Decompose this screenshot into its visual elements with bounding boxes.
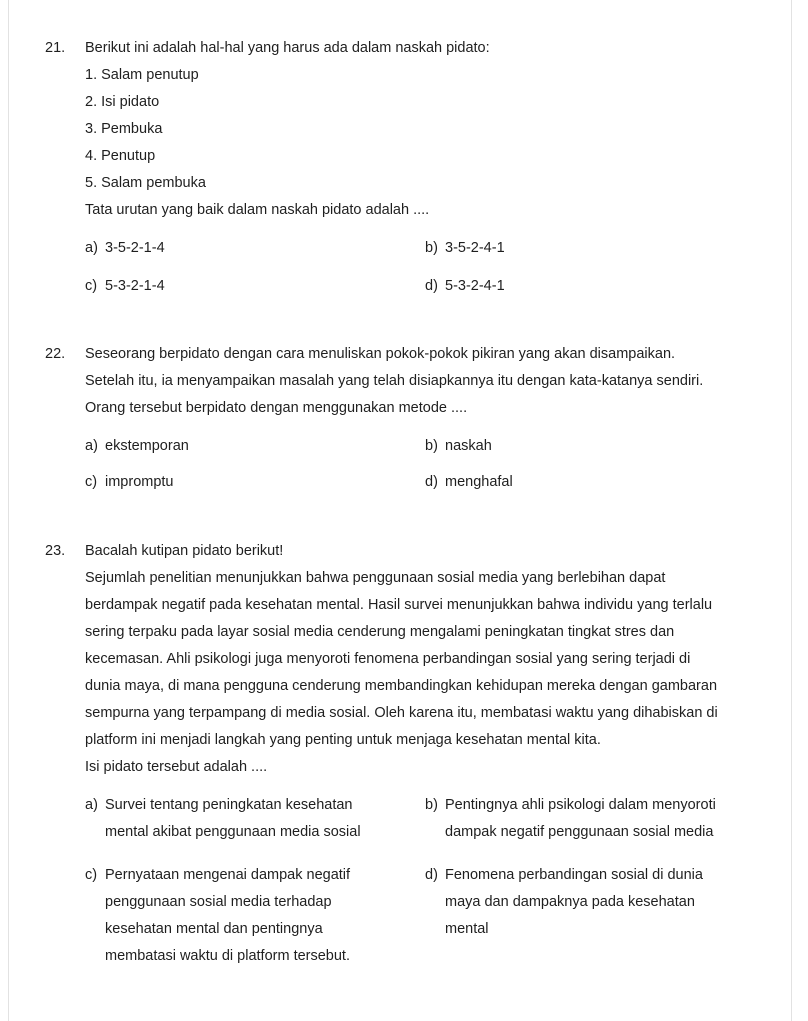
passage-line: sering terpaku pada layar sosial media cenderung mengalami peningkatan tingkat stres dan: [85, 624, 675, 640]
page-border-right: [791, 0, 792, 1021]
question-line: Isi pidato tersebut adalah ....: [85, 759, 268, 775]
option-row: [85, 273, 765, 299]
option-letter: b): [425, 438, 438, 454]
option-text: 5-3-2-1-4: [105, 278, 165, 294]
option-d[interactable]: [425, 862, 703, 943]
option-text-line: kesehatan mental dan pentingnya: [105, 921, 323, 937]
option-text-line: mental: [445, 921, 489, 937]
question-line: 3. Pembuka: [85, 121, 163, 137]
option-b[interactable]: [425, 792, 716, 846]
passage-line: kecemasan. Ahli psikologi juga menyoroti fenomena perbandingan sosial yang sering terjadi di: [85, 651, 691, 667]
option-text-line: mental akibat penggunaan media sosial: [105, 824, 361, 840]
option-text-line: Pernyataan mengenai dampak negatif: [105, 867, 351, 883]
option-row: [85, 862, 765, 972]
option-c[interactable]: [85, 862, 350, 970]
passage-line: sempurna yang terpampang di media sosial. Oleh karena itu, membatasi waktu yang dihabiskan di: [85, 705, 718, 721]
question-number: 23.: [45, 543, 66, 559]
option-b[interactable]: [425, 433, 492, 459]
answer-options: [85, 235, 765, 299]
option-text: ekstemporan: [105, 438, 189, 454]
option-letter: c): [85, 474, 98, 490]
option-letter: c): [85, 867, 98, 883]
question-text: [85, 538, 765, 972]
option-text-line: membatasi waktu di platform tersebut.: [105, 948, 350, 964]
question-line: 5. Salam pembuka: [85, 175, 206, 191]
option-b[interactable]: [425, 235, 505, 261]
page-border-left: [8, 0, 9, 1021]
answer-options: [85, 433, 765, 495]
option-text: 3-5-2-4-1: [445, 240, 505, 256]
option-letter: d): [425, 278, 438, 294]
question-line: Berikut ini adalah hal-hal yang harus ada dalam naskah pidato:: [85, 40, 490, 56]
question-number: 21.: [45, 40, 66, 56]
option-a[interactable]: [85, 235, 165, 261]
passage-line: Sejumlah penelitian menunjukkan bahwa penggunaan sosial media yang berlebihan dapat: [85, 570, 666, 586]
answer-options: [85, 792, 765, 972]
option-letter: a): [85, 438, 98, 454]
question-line: Orang tersebut berpidato dengan menggunakan metode ....: [85, 400, 468, 416]
option-letter: a): [85, 240, 98, 256]
option-letter: d): [425, 474, 438, 490]
option-text-line: maya dan dampaknya pada kesehatan: [445, 894, 695, 910]
option-d[interactable]: [425, 469, 513, 495]
option-row: [85, 235, 765, 273]
question-line: Setelah itu, ia menyampaikan masalah yang telah disiapkannya itu dengan kata-katanya sendiri.: [85, 373, 704, 389]
option-row: [85, 792, 765, 862]
option-letter: b): [425, 240, 438, 256]
option-text: impromptu: [105, 474, 174, 490]
option-text-line: Fenomena perbandingan sosial di dunia: [445, 867, 703, 883]
option-row: [85, 469, 765, 495]
question-line: Seseorang berpidato dengan cara menuliskan pokok-pokok pikiran yang akan disampaikan.: [85, 346, 676, 362]
question-text: [85, 341, 765, 495]
passage-line: berdampak negatif pada kesehatan mental. Hasil survei menunjukkan bahwa individu yang terlalu: [85, 597, 713, 613]
option-text: naskah: [445, 438, 492, 454]
option-d[interactable]: [425, 273, 505, 299]
question-line: Bacalah kutipan pidato berikut!: [85, 543, 284, 559]
option-text: menghafal: [445, 474, 513, 490]
option-letter: c): [85, 278, 98, 294]
question-22: [45, 341, 765, 495]
option-text: 3-5-2-1-4: [105, 240, 165, 256]
question-line: 4. Penutup: [85, 148, 156, 164]
option-text-line: Survei tentang peningkatan kesehatan: [105, 797, 353, 813]
option-letter: b): [425, 797, 438, 813]
passage-line: dunia maya, di mana pengguna cenderung membandingkan kehidupan mereka dengan gambaran: [85, 678, 718, 694]
question-number: 22.: [45, 346, 66, 362]
option-a[interactable]: [85, 792, 361, 846]
question-line: 2. Isi pidato: [85, 94, 160, 110]
option-text-line: dampak negatif penggunaan sosial media: [445, 824, 714, 840]
option-row: [85, 433, 765, 469]
question-text: [85, 35, 765, 299]
option-text-line: Pentingnya ahli psikologi dalam menyoroti: [445, 797, 716, 813]
option-a[interactable]: [85, 433, 189, 459]
passage-line: platform ini menjadi langkah yang penting untuk menjaga kesehatan mental kita.: [85, 732, 601, 748]
option-c[interactable]: [85, 469, 174, 495]
question-21: [45, 35, 765, 299]
question-23: [45, 538, 765, 972]
option-text: 5-3-2-4-1: [445, 278, 505, 294]
option-letter: a): [85, 797, 98, 813]
option-text-line: penggunaan sosial media terhadap: [105, 894, 332, 910]
question-line: 1. Salam penutup: [85, 67, 199, 83]
option-letter: d): [425, 867, 438, 883]
option-c[interactable]: [85, 273, 165, 299]
question-line: Tata urutan yang baik dalam naskah pidato adalah ....: [85, 202, 430, 218]
